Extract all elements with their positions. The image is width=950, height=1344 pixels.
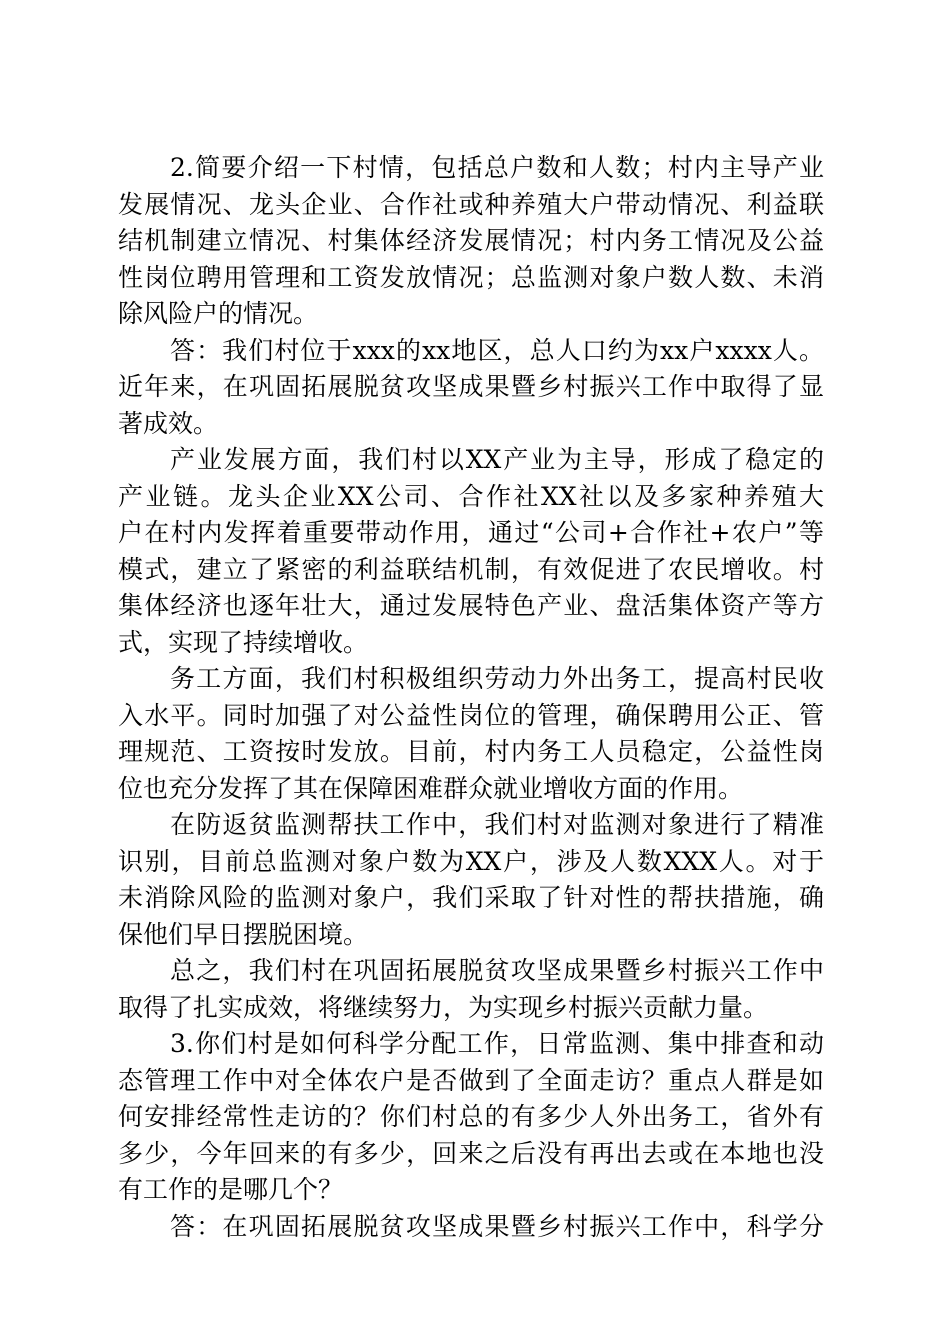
text-line: 模式，建立了紧密的利益联结机制，有效促进了农民增收。村 [118,554,824,584]
text-line: 未消除风险的监测对象户，我们采取了针对性的帮扶措施，确 [118,883,824,912]
text-line: 总之，我们村在巩固拓展脱贫攻坚成果暨乡村振兴工作中 [170,956,824,985]
text-line: 入水平。同时加强了对公益性岗位的管理，确保聘用公正、管 [118,700,824,730]
text-line: 多少，今年回来的有多少，回来之后没有再出去或在本地也没 [118,1138,824,1168]
text-line: 识别，目前总监测对象户数为XX户，涉及人数XXX人。对于 [118,846,824,876]
text-line: 2.简要介绍一下村情，包括总户数和人数；村内主导产业 [170,153,824,182]
text-line: 式，实现了持续增收。 [118,627,369,657]
text-line: 理规范、工资按时发放。目前，村内务工人员稳定，公益性岗 [118,737,824,766]
text-line: 产业发展方面，我们村以XX产业为主导，形成了稳定的 [170,445,824,474]
text-line: 位也充分发挥了其在保障困难群众就业增收方面的作用。 [118,773,744,803]
text-line: 何安排经常性走访的？你们村总的有多少人外出务工，省外有 [118,1102,824,1131]
text-line: 答：我们村位于xxx的xx地区，总人口约为xx户xxxx人。 [170,335,824,365]
text-line: 除风险户的情况。 [118,299,319,328]
text-line: 性岗位聘用管理和工资发放情况；总监测对象户数人数、未消 [118,262,824,292]
text-line: 户在村内发挥着重要带动作用，通过“公司+合作社+农户”等 [118,518,824,547]
text-line: 集体经济也逐年壮大，通过发展特色产业、盘活集体资产等方 [118,591,824,620]
text-line: 结机制建立情况、村集体经济发展情况；村内务工情况及公益 [118,226,824,255]
text-line: 态管理工作中对全体农户是否做到了全面走访？重点人群是如 [118,1065,824,1095]
text-line: 产业链。龙头企业XX公司、合作社XX社以及多家种养殖大 [118,481,824,511]
text-line: 保他们早日摆脱困境。 [118,919,369,949]
text-line: 发展情况、龙头企业、合作社或种养殖大户带动情况、利益联 [118,189,824,219]
text-line: 近年来，在巩固拓展脱贫攻坚成果暨乡村振兴工作中取得了显 [118,372,824,401]
text-line: 在防返贫监测帮扶工作中，我们村对监测对象进行了精准 [170,810,824,839]
document-body [118,150,824,1245]
text-line: 有工作的是哪几个？ [118,1175,344,1204]
text-line: 著成效。 [118,408,219,438]
text-line: 务工方面，我们村积极组织劳动力外出务工，提高村民收 [170,664,824,693]
text-line: 答：在巩固拓展脱贫攻坚成果暨乡村振兴工作中，科学分 [170,1211,824,1241]
text-line: 取得了扎实成效，将继续努力，为实现乡村振兴贡献力量。 [118,992,769,1022]
text-line: 3.你们村是如何科学分配工作，日常监测、集中排查和动 [170,1029,824,1058]
